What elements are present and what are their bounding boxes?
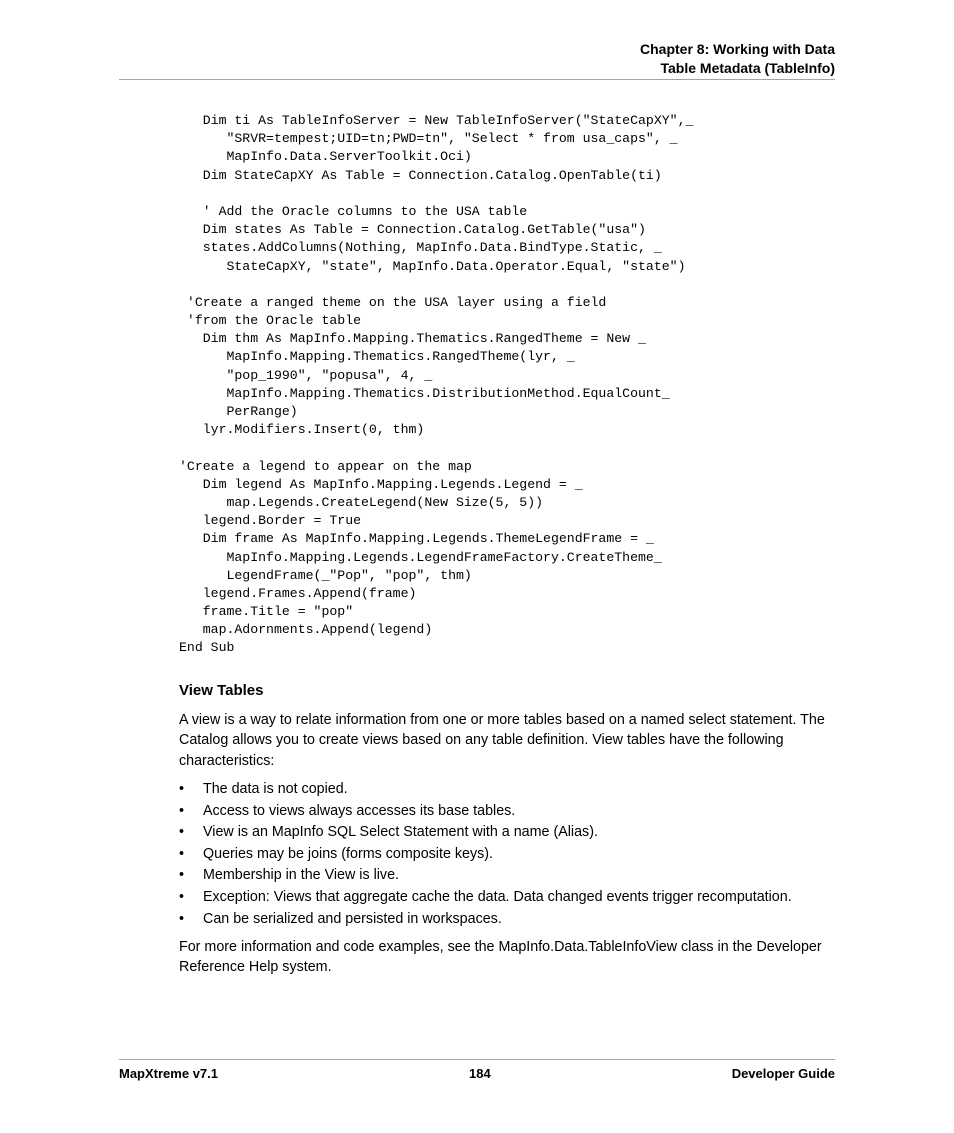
chapter-title: Chapter 8: Working with Data <box>640 41 835 57</box>
list-item-text: The data is not copied. <box>203 781 348 797</box>
list-item-text: View is an MapInfo SQL Select Statement with a name (Alias). <box>203 824 598 841</box>
list-item <box>179 779 792 801</box>
list-item-text: Membership in the View is live. <box>203 867 400 884</box>
code-line: LegendFrame(_"Pop", "pop", thm) <box>179 567 472 583</box>
footer-guide: Developer Guide <box>731 1066 835 1081</box>
code-line <box>179 276 693 294</box>
bullet-dot: • <box>179 867 185 884</box>
code-line: MapInfo.Mapping.Thematics.DistributionMethod.EqualCount_ <box>179 385 670 401</box>
section-heading: View Tables <box>179 682 264 699</box>
code-line: map.Adornments.Append(legend) <box>179 622 433 638</box>
footer-product: MapXtreme v7.1 <box>119 1066 218 1081</box>
code-line: Dim frame As MapInfo.Mapping.Legends.ThemeLegendFrame = _ <box>179 531 654 547</box>
intro-paragraph: A view is a way to relate information from one or more tables based on a named select statement. The Catalog allows you to create views based on any table definition. View tables have the following characteristics: <box>179 712 825 769</box>
list-item <box>179 822 792 844</box>
code-line: frame.Title = "pop" <box>179 604 354 620</box>
code-line: End Sub <box>179 640 235 656</box>
bullet-dot: • <box>179 845 185 862</box>
bullet-dot: • <box>179 781 185 797</box>
list-item-text: Access to views always accesses its base tables. <box>203 802 516 819</box>
code-line: 'Create a ranged theme on the USA layer using a field <box>179 294 607 310</box>
code-line: Dim states As Table = Connection.Catalog.GetTable("usa") <box>179 222 646 238</box>
characteristics-list <box>179 779 792 930</box>
code-line: Dim ti As TableInfoServer = New TableInfoServer("StateCapXY",_ <box>179 113 694 128</box>
code-line: Dim legend As MapInfo.Mapping.Legends.Legend = _ <box>179 476 583 492</box>
code-line: StateCapXY, "state", MapInfo.Data.Operator.Equal, "state") <box>179 258 686 274</box>
footer-rule <box>119 1059 835 1060</box>
code-line <box>179 185 693 203</box>
code-block <box>179 112 693 658</box>
list-item-text: Exception: Views that aggregate cache the data. Data changed events trigger recomputation. <box>203 888 792 905</box>
code-line: Dim thm As MapInfo.Mapping.Thematics.RangedTheme = New _ <box>179 331 646 347</box>
code-line: "pop_1990", "popusa", 4, _ <box>179 367 433 383</box>
code-line: MapInfo.Mapping.Legends.LegendFrameFactory.CreateTheme_ <box>179 549 662 565</box>
list-item <box>179 844 792 866</box>
code-line: map.Legends.CreateLegend(New Size(5, 5)) <box>179 494 544 510</box>
list-item <box>179 909 792 931</box>
code-line: legend.Frames.Append(frame) <box>179 585 417 601</box>
page-header <box>119 40 835 78</box>
footer-page-number: 184 <box>469 1066 491 1081</box>
code-line: ' Add the Oracle columns to the USA table <box>179 203 528 219</box>
list-item-text: Can be serialized and persisted in workspaces. <box>203 910 502 927</box>
code-line: MapInfo.Data.ServerToolkit.Oci) <box>179 149 472 165</box>
code-line: lyr.Modifiers.Insert(0, thm) <box>179 422 425 438</box>
bullet-dot: • <box>179 824 185 841</box>
code-line: legend.Border = True <box>179 513 362 529</box>
code-line: states.AddColumns(Nothing, MapInfo.Data.BindType.Static, _ <box>179 240 662 256</box>
code-line <box>179 439 693 457</box>
bullet-dot: • <box>179 910 185 927</box>
list-item <box>179 801 792 823</box>
code-line: 'from the Oracle table <box>179 313 362 329</box>
bullet-dot: • <box>179 888 185 905</box>
code-line: 'Create a legend to appear on the map <box>179 458 472 474</box>
header-rule <box>119 79 835 80</box>
code-line: "SRVR=tempest;UID=tn;PWD=tn", "Select * from usa_caps", _ <box>179 131 678 147</box>
closing-paragraph: For more information and code examples, see the MapInfo.Data.TableInfoView class in the Developer Reference Help system. <box>179 939 822 976</box>
list-item-text: Queries may be joins (forms composite keys). <box>203 845 494 862</box>
code-line: MapInfo.Mapping.Thematics.RangedTheme(lyr, _ <box>179 349 575 365</box>
bullet-dot: • <box>179 802 185 819</box>
list-item <box>179 865 792 887</box>
section-header-title: Table Metadata (TableInfo) <box>660 60 835 76</box>
code-line: PerRange) <box>179 404 298 419</box>
list-item <box>179 887 792 909</box>
code-line: Dim StateCapXY As Table = Connection.Catalog.OpenTable(ti) <box>179 167 662 183</box>
